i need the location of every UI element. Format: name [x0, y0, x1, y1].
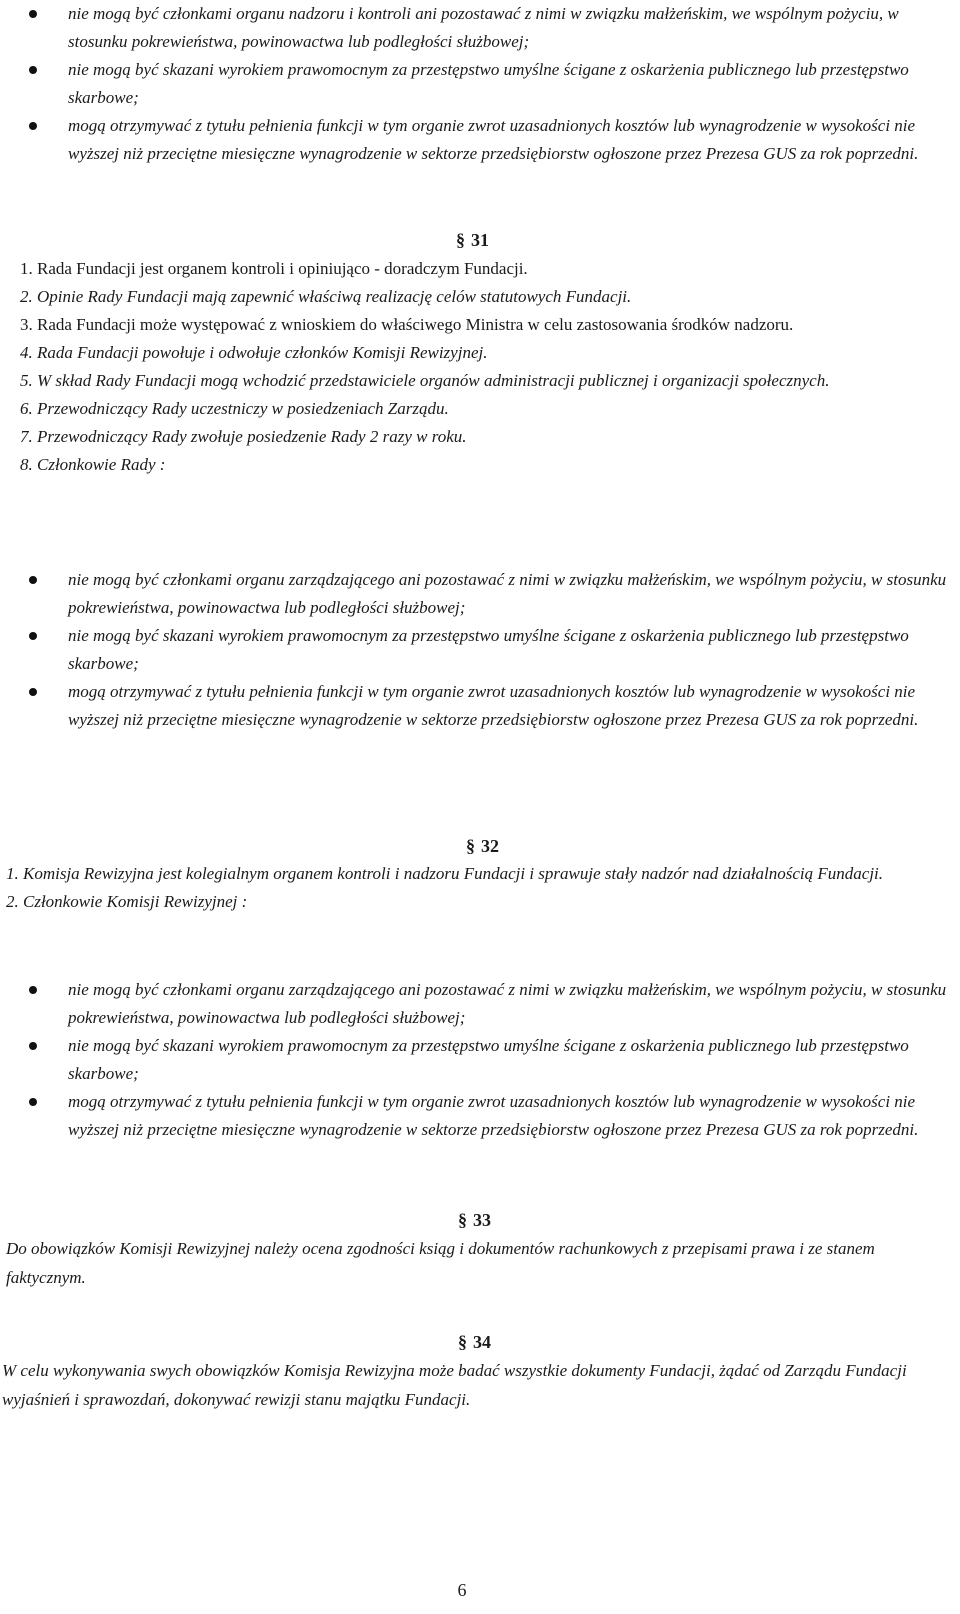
section-heading-33 [458, 1208, 491, 1232]
list-item [0, 566, 948, 622]
list-item-text: nie mogą być członkami organu zarządzającego ani pozostawać z nimi w związku małżeńskim, we wspólnym pożyciu, w stosunku pokrewieństwa, powinowactwa lub podległości służbowej; [68, 570, 947, 617]
section-number: 33 [473, 1210, 491, 1230]
bullet-icon [29, 688, 37, 696]
list-item-text: nie mogą być skazani wyrokiem prawomocnym za przestępstwo umyślne ścigane z oskarżenia publicznego lub przestępstwo skarbowe; [68, 626, 909, 673]
section-symbol: § [466, 836, 475, 856]
section-34-text: W celu wykonywania swych obowiązków Komisja Rewizyjna może badać wszystkie dokumenty Fundacji, żądać od Zarządu Fundacji wyjaśnień i sprawozdań, dokonywać rewizji stanu majątku Fundacji. [2, 1361, 907, 1409]
list-item: 7. Przewodniczący Rady zwołuje posiedzenie Rady 2 razy w roku. [20, 427, 467, 446]
section-symbol: § [456, 230, 465, 250]
bullet-icon [29, 1098, 37, 1106]
section-number: 31 [471, 230, 489, 250]
list-item: 3. Rada Fundacji może występować z wnioskiem do właściwego Ministra w celu zastosowania środków nadzoru. [20, 315, 794, 334]
section-heading-32 [466, 834, 499, 858]
bullet-icon [29, 66, 37, 74]
list-item: 1. Komisja Rewizyjna jest kolegialnym organem kontroli i nadzoru Fundacji i sprawuje stały nadzór nad działalnością Fundacji. [6, 864, 884, 883]
list-item-text: mogą otrzymywać z tytułu pełnienia funkcji w tym organie zwrot uzasadnionych kosztów lub wynagrodzenie w wysokości nie wyższej niż przeciętne miesięczne wynagrodzenie w sektorze przedsiębiorstw ogłoszone przez Prezesa GUS za rok poprzedni. [68, 1092, 919, 1139]
list-item [0, 1088, 948, 1144]
list-item: 8. Członkowie Rady : [20, 455, 166, 474]
list-item: 6. Przewodniczący Rady uczestniczy w posiedzeniach Zarządu. [20, 399, 449, 418]
list-item-text: mogą otrzymywać z tytułu pełnienia funkcji w tym organie zwrot uzasadnionych kosztów lub wynagrodzenie w wysokości nie wyższej niż przeciętne miesięczne wynagrodzenie w sektorze przedsiębiorstw ogłoszone przez Prezesa GUS za rok poprzedni. [68, 116, 919, 163]
list-item: 2. Opinie Rady Fundacji mają zapewnić właściwą realizację celów statutowych Fundacji. [20, 287, 632, 306]
bullet-list-32 [0, 976, 960, 1144]
section-heading-34 [458, 1330, 491, 1354]
list-item-text: mogą otrzymywać z tytułu pełnienia funkcji w tym organie zwrot uzasadnionych kosztów lub wynagrodzenie w wysokości nie wyższej niż przeciętne miesięczne wynagrodzenie w sektorze przedsiębiorstw ogłoszone przez Prezesa GUS za rok poprzedni. [68, 682, 919, 729]
section-symbol: § [458, 1332, 467, 1352]
list-item-text: nie mogą być skazani wyrokiem prawomocnym za przestępstwo umyślne ścigane z oskarżenia publicznego lub przestępstwo skarbowe; [68, 1036, 909, 1083]
list-item [0, 56, 948, 112]
list-item: 5. W skład Rady Fundacji mogą wchodzić przedstawiciele organów administracji publicznej i organizacji społecznych. [20, 371, 830, 390]
list-item-text: nie mogą być skazani wyrokiem prawomocnym za przestępstwo umyślne ścigane z oskarżenia publicznego lub przestępstwo skarbowe; [68, 60, 909, 107]
bullet-icon [29, 576, 37, 584]
bullet-icon [29, 122, 37, 130]
list-item [0, 112, 948, 168]
bullet-icon [29, 1042, 37, 1050]
bullet-icon [29, 632, 37, 640]
list-item: 2. Członkowie Komisji Rewizyjnej : [6, 892, 248, 911]
bullet-list-top [0, 0, 960, 168]
bullet-list-31 [0, 566, 960, 734]
section-33-text: Do obowiązków Komisji Rewizyjnej należy ocena zgodności ksiąg i dokumentów rachunkowych z przepisami prawa i ze stanem faktycznym. [6, 1239, 875, 1287]
list-item-text: nie mogą być członkami organu nadzoru i kontroli ani pozostawać z nimi w związku małżeńskim, we wspólnym pożyciu, w stosunku pokrewieństwa, powinowactwa lub podległości służbowej; [68, 4, 899, 51]
list-item [0, 976, 948, 1032]
section-symbol: § [458, 1210, 467, 1230]
bullet-icon [29, 10, 37, 18]
list-item [0, 0, 948, 56]
page-number: 6 [457, 1580, 467, 1600]
numbered-list-31 [20, 255, 950, 479]
list-item [0, 678, 948, 734]
numbered-list-32 [6, 860, 936, 916]
list-item-text: nie mogą być członkami organu zarządzającego ani pozostawać z nimi w związku małżeńskim, we wspólnym pożyciu, w stosunku pokrewieństwa, powinowactwa lub podległości służbowej; [68, 980, 947, 1027]
section-heading-31 [456, 228, 489, 252]
section-number: 34 [473, 1332, 491, 1352]
bullet-icon [29, 986, 37, 994]
list-item [0, 622, 948, 678]
section-number: 32 [481, 836, 499, 856]
list-item: 4. Rada Fundacji powołuje i odwołuje członków Komisji Rewizyjnej. [20, 343, 488, 362]
list-item [0, 1032, 948, 1088]
list-item: 1. Rada Fundacji jest organem kontroli i opiniująco - doradczym Fundacji. [20, 259, 528, 278]
